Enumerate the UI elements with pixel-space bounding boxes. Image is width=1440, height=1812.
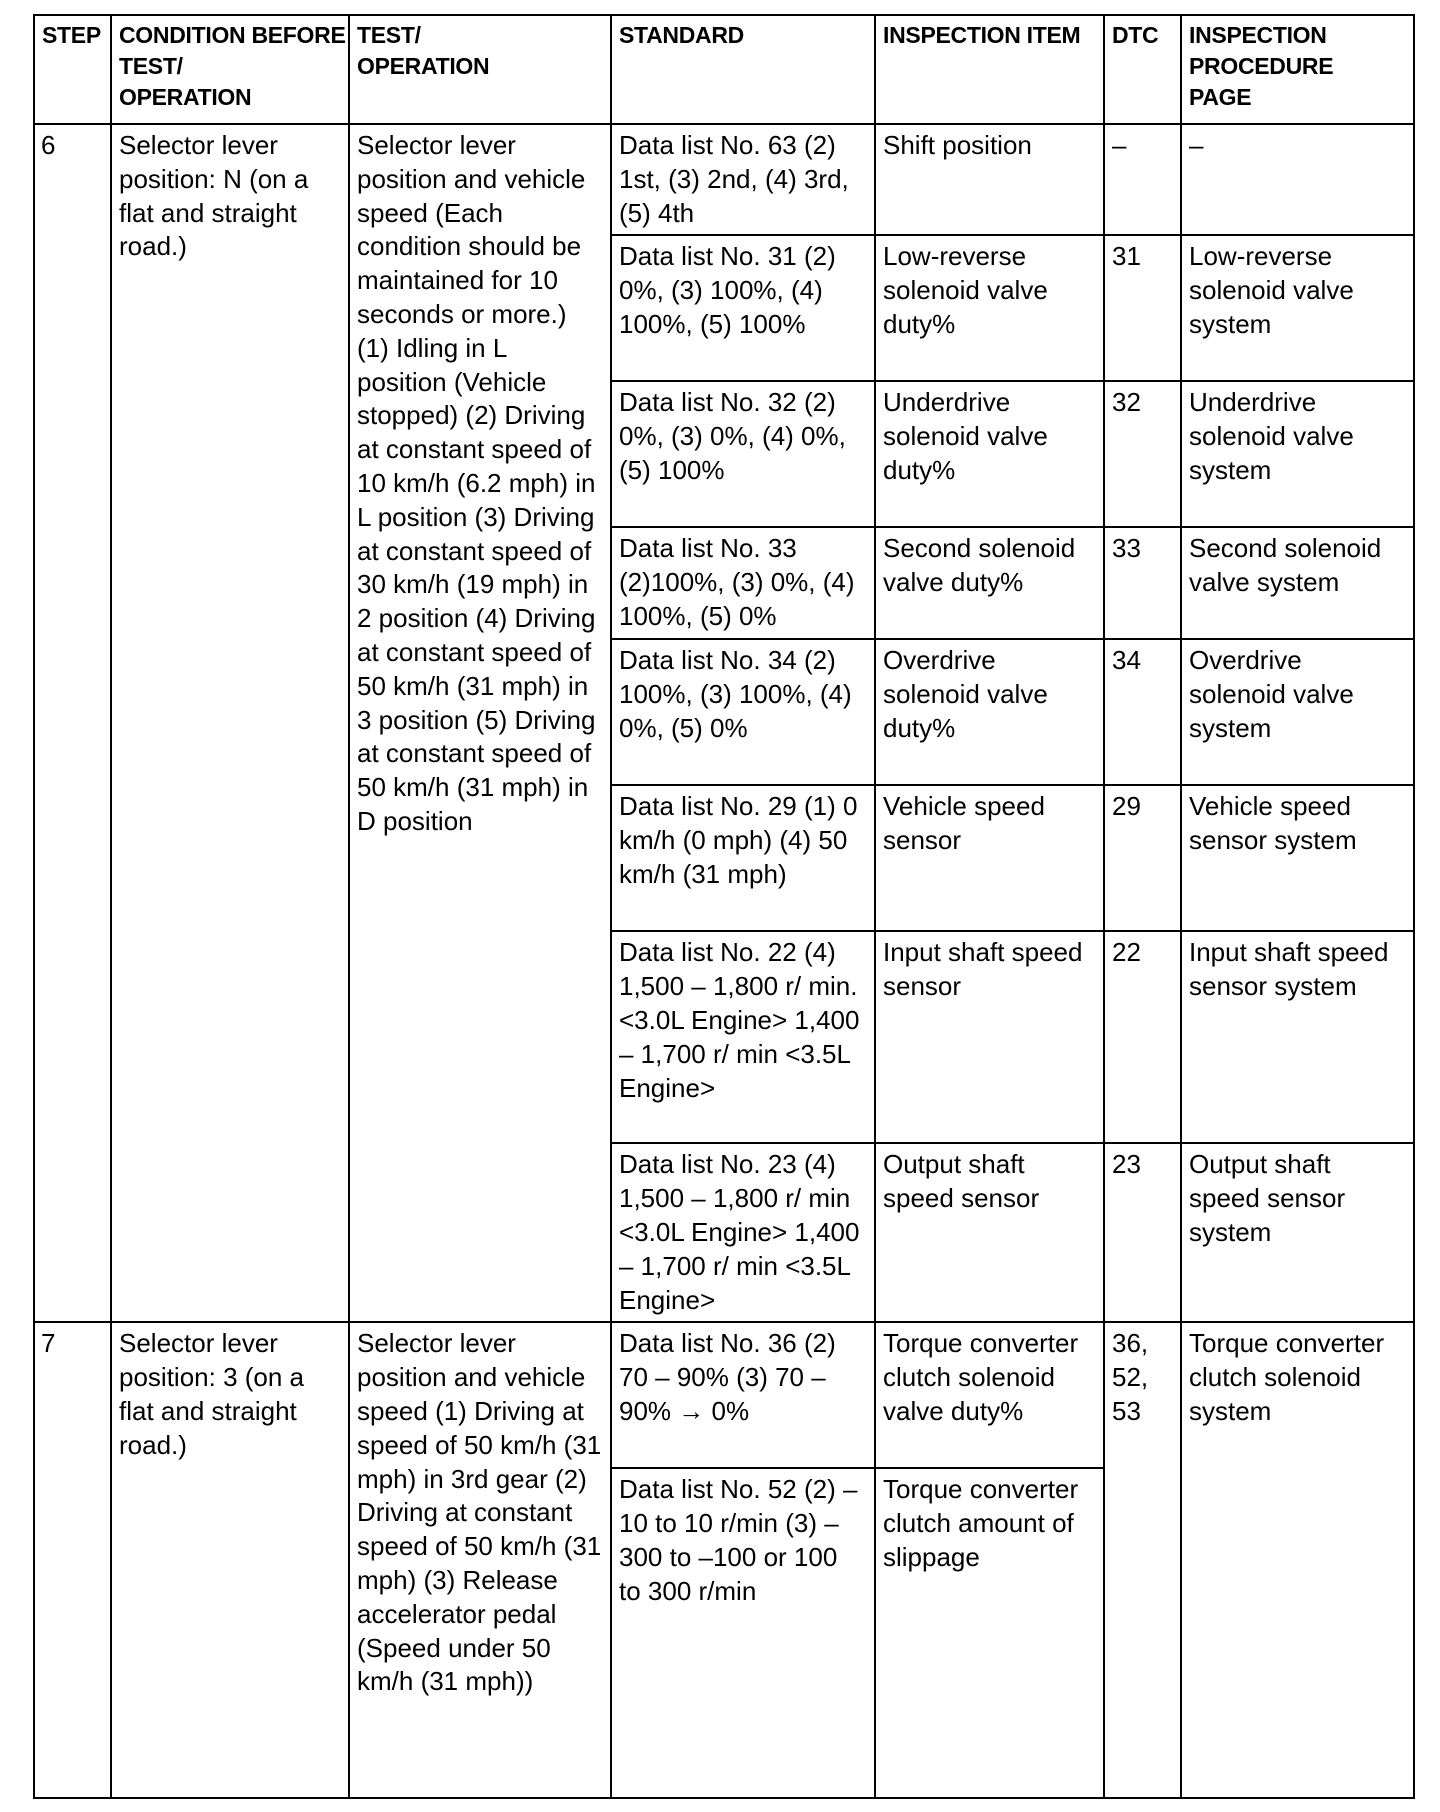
standard-cell: Data list No. 52 (2) –10 to 10 r/min (3) –300 to –100 or 100 to 300 r/min [611, 1468, 875, 1798]
dtc-cell: 23 [1104, 1143, 1181, 1322]
standard-cell: Data list No. 22 (4) 1,500 – 1,800 r/ min. <3.0L Engine> 1,400 – 1,700 r/ min <3.5L Engine> [611, 931, 875, 1143]
step-number: 6 [34, 124, 111, 1322]
dtc-cell: 34 [1104, 639, 1181, 785]
inspection-item-cell: Vehicle speed sensor [875, 785, 1104, 931]
standard-cell: Data list No. 63 (2) 1st, (3) 2nd, (4) 3rd, (5) 4th [611, 124, 875, 235]
header-inspection-page [1181, 15, 1414, 124]
procedure-page-cell: Input shaft speed sensor system [1181, 931, 1414, 1143]
inspection-item-cell: Underdrive solenoid valve duty% [875, 381, 1104, 527]
inspection-item-cell: Output shaft speed sensor [875, 1143, 1104, 1322]
procedure-page-cell: Underdrive solenoid valve system [1181, 381, 1414, 527]
inspection-item-cell: Shift position [875, 124, 1104, 235]
table-row [34, 1322, 1414, 1468]
test-operation-cell: Selector lever position and vehicle speed (1) Driving at speed of 50 km/h (31 mph) in 3rd gear (2) Driving at constant speed of 50 km/h (31 mph) (3) Release accelerator pedal (Speed under 50 km/h (31 mph)) [349, 1322, 611, 1798]
procedure-page-cell: – [1181, 124, 1414, 235]
dtc-cell: 22 [1104, 931, 1181, 1143]
table-row [34, 124, 1414, 235]
inspection-table [33, 14, 1415, 1799]
dtc-cell: 29 [1104, 785, 1181, 931]
header-dtc: DTC [1104, 15, 1181, 124]
header-test-line-2: OPERATION [357, 53, 490, 79]
dtc-cell: 31 [1104, 235, 1181, 381]
standard-cell: Data list No. 23 (4) 1,500 – 1,800 r/ min <3.0L Engine> 1,400 – 1,700 r/ min <3.5L Engine> [611, 1143, 875, 1322]
header-test [349, 15, 611, 124]
header-page-line-1: INSPECTION [1189, 22, 1327, 48]
inspection-item-cell: Overdrive solenoid valve duty% [875, 639, 1104, 785]
inspection-item-cell: Input shaft speed sensor [875, 931, 1104, 1143]
header-test-line-1: TEST/ [357, 22, 421, 48]
header-page-line-3: PAGE [1189, 84, 1252, 110]
inspection-item-cell: Torque converter clutch solenoid valve duty% [875, 1322, 1104, 1468]
header-row [34, 15, 1414, 124]
header-condition-line-3: OPERATION [119, 84, 252, 110]
inspection-item-cell: Low-reverse solenoid valve duty% [875, 235, 1104, 381]
step-number: 7 [34, 1322, 111, 1798]
standard-cell: Data list No. 32 (2) 0%, (3) 0%, (4) 0%, (5) 100% [611, 381, 875, 527]
header-page-line-2: PROCEDURE [1189, 53, 1334, 79]
dtc-cell: 32 [1104, 381, 1181, 527]
header-step: STEP [34, 15, 111, 124]
procedure-page-cell: Overdrive solenoid valve system [1181, 639, 1414, 785]
header-condition-line-2: TEST/ [119, 53, 183, 79]
standard-cell: Data list No. 34 (2) 100%, (3) 100%, (4) 0%, (5) 0% [611, 639, 875, 785]
dtc-cell: 33 [1104, 527, 1181, 639]
procedure-page-cell: Output shaft speed sensor system [1181, 1143, 1414, 1322]
inspection-item-cell: Torque converter clutch amount of slippage [875, 1468, 1104, 1798]
header-standard: STANDARD [611, 15, 875, 124]
procedure-page-cell: Low-reverse solenoid valve system [1181, 235, 1414, 381]
inspection-item-cell: Second solenoid valve duty% [875, 527, 1104, 639]
condition-cell: Selector lever position: 3 (on a flat and straight road.) [111, 1322, 349, 1798]
header-condition [111, 15, 349, 124]
inspection-table-sheet [33, 14, 1413, 1799]
header-inspection-item: INSPECTION ITEM [875, 15, 1104, 124]
standard-cell: Data list No. 33 (2)100%, (3) 0%, (4) 100%, (5) 0% [611, 527, 875, 639]
dtc-cell: – [1104, 124, 1181, 235]
header-condition-line-1: CONDITION BEFORE [119, 22, 346, 48]
standard-cell: Data list No. 31 (2) 0%, (3) 100%, (4) 100%, (5) 100% [611, 235, 875, 381]
procedure-page-cell: Vehicle speed sensor system [1181, 785, 1414, 931]
test-operation-cell: Selector lever position and vehicle speed (Each condition should be maintained for 10 seconds or more.) (1) Idling in L position (Vehicle stopped) (2) Driving at constant speed of 10 km/h (6.2 mph) in L position (3) Driving at constant speed of 30 km/h (19 mph) in 2 position (4) Driving at constant speed of 50 km/h (31 mph) in 3 position (5) Driving at constant speed of 50 km/h (31 mph) in D position [349, 124, 611, 1322]
standard-cell: Data list No. 36 (2) 70 – 90% (3) 70 – 90% → 0% [611, 1322, 875, 1468]
dtc-cell: 36, 52, 53 [1104, 1322, 1181, 1798]
standard-cell: Data list No. 29 (1) 0 km/h (0 mph) (4) 50 km/h (31 mph) [611, 785, 875, 931]
procedure-page-cell: Torque converter clutch solenoid system [1181, 1322, 1414, 1798]
procedure-page-cell: Second solenoid valve system [1181, 527, 1414, 639]
condition-cell: Selector lever position: N (on a flat and straight road.) [111, 124, 349, 1322]
